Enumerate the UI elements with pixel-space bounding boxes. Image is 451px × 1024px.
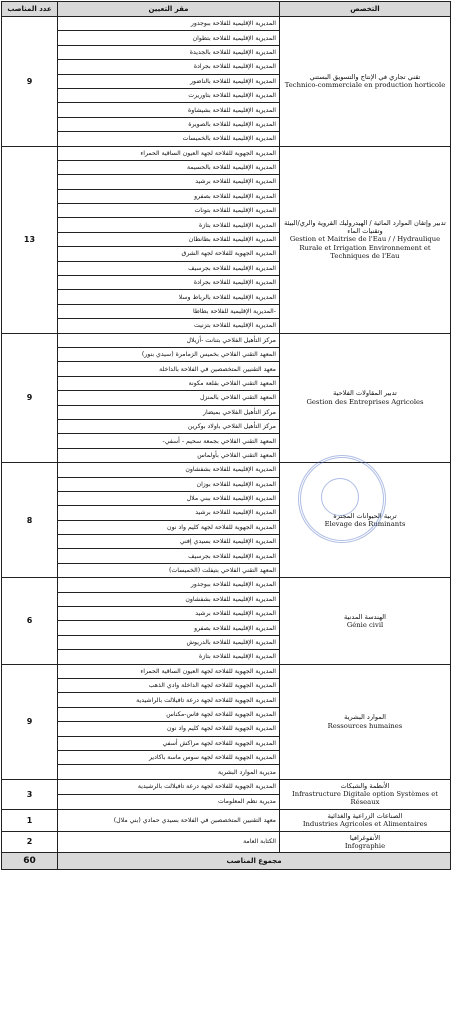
- table-row: [2, 146, 451, 160]
- spec-header: التخصص: [280, 2, 451, 17]
- assignment-seat: المديرية الإقليمية للفلاحة بتونات: [58, 204, 280, 218]
- specialty-french: Gestion et Maitrise de l'Eau / / Hydraulique Rurale et Irrigation Environnement et Techniques de l'Eau: [289, 235, 441, 261]
- specialty-french: Ressources humaines: [327, 721, 403, 730]
- specialty-arabic: الأنفوغرافيا: [349, 833, 381, 842]
- table-header-row: [2, 2, 451, 17]
- assignment-seat: -المديرية الإقليمية للفلاحة بطاطا: [58, 304, 280, 318]
- specialty-arabic: الصناعات الزراعية والغذائية: [327, 811, 403, 820]
- assignment-seat: المديرية الجهوية للفلاحة لجهة درعة تافيلالت بالراشيدية: [58, 693, 280, 707]
- assignment-seat: المعهد التقني الفلاحي بتيفلت (الخميسات): [58, 563, 280, 577]
- assignment-seat: المديرية الإقليمية للفلاحة برشيد: [58, 175, 280, 189]
- assignment-seat: المديرية الإقليمية للفلاحة بجرادة: [58, 60, 280, 74]
- position-count: 3: [2, 779, 58, 809]
- specialty-french: Industries Agricoles et Alimentaires: [302, 820, 428, 829]
- official-stamp: [298, 455, 386, 543]
- assignment-seat: المديرية الإقليمية للفلاحة بتزنيت: [58, 319, 280, 333]
- assignment-seat: المديرية الإقليمية للفلاحة بصفرو: [58, 621, 280, 635]
- specialty-cell: [280, 146, 451, 333]
- assignment-seat: المديرية الجهوية للفلاحة لجهة العيون الساقية الحمراء: [58, 146, 280, 160]
- assignment-seat: الكتابة العامة: [58, 831, 280, 853]
- position-count: 1: [2, 809, 58, 831]
- total-label: مجموع المناصب: [58, 853, 451, 870]
- count-header: عدد المناصب: [2, 2, 58, 17]
- position-count: 2: [2, 831, 58, 853]
- specialty-arabic: الهندسة المدنية: [344, 612, 386, 621]
- position-count: 13: [2, 146, 58, 333]
- specialty-cell: [280, 809, 451, 831]
- assignment-seat: المديرية الإقليمية للفلاحة بجرسيف: [58, 549, 280, 563]
- assignment-seat: مركز التأهيل الفلاحي باولاد بوكرين: [58, 419, 280, 433]
- specialty-cell: [280, 664, 451, 779]
- assignment-seat: المديرية الإقليمية للفلاحة بالخميسات: [58, 132, 280, 146]
- total-row: [2, 853, 451, 870]
- assignment-seat: المديرية الإقليمية للفلاحة ببوجدور: [58, 17, 280, 31]
- assignment-seat: المديرية الإقليمية للفلاحة ببوجدور: [58, 578, 280, 592]
- specialty-french: Infrastructure Digitale option Systèmes et Réseaux: [292, 789, 438, 807]
- table-body: [2, 17, 451, 870]
- assignment-seat: مديرية الموارد البشرية: [58, 765, 280, 779]
- assignment-seat: المديرية الإقليمية للفلاحة بتازة: [58, 650, 280, 664]
- specialty-french: Génie civil: [346, 620, 384, 629]
- specialty-arabic: الأنظمة والشبكات: [340, 781, 390, 790]
- position-count: 9: [2, 17, 58, 147]
- assignment-seat: المديرية الجهوية للفلاحة لجهة كليم واد نون: [58, 520, 280, 534]
- assignment-seat: المديرية الجهوية للفلاحة لجهة فاس-مكناس: [58, 707, 280, 721]
- specialty-cell: [280, 17, 451, 147]
- specialty-french: Elevage des Ruminants: [324, 520, 406, 529]
- assignment-seat: المعهد التقني الفلاحي بالمنزل: [58, 391, 280, 405]
- specialty-arabic: تدبير المقاولات الفلاحية: [333, 389, 397, 398]
- assignment-seat: المديرية الإقليمية للفلاحة بالرباط وسلا: [58, 290, 280, 304]
- specialty-arabic: تقني تجاري في الإنتاج والتسويق البستني: [309, 72, 421, 81]
- assignment-seat: المديرية الإقليمية للفلاحة بالناضور: [58, 74, 280, 88]
- assignment-seat: المديرية الإقليمية للفلاحة بصفرو: [58, 189, 280, 203]
- assignment-seat: المديرية الإقليمية للفلاحة بشفشاون: [58, 463, 280, 477]
- assignment-seat: المديرية الجهوية للفلاحة لجهة كليم واد نون: [58, 722, 280, 736]
- assignment-seat: المديرية الجهوية للفلاحة لجهة درعة تافيلالت بالرشيدية: [58, 779, 280, 794]
- assignment-seat: المعهد التقني الفلاحي بخميس الزمامرة (سيدي بنور): [58, 347, 280, 361]
- assignment-seat: المديرية الإقليمية للفلاحة ببني ملال: [58, 491, 280, 505]
- position-count: 6: [2, 578, 58, 664]
- assignment-seat: المديرية الإقليمية للفلاحة بشفشاون: [58, 592, 280, 606]
- assignment-seat: المديرية الإقليمية للفلاحة بالجديدة: [58, 45, 280, 59]
- specialty-cell: [280, 333, 451, 463]
- table-row: [2, 831, 451, 853]
- assignment-seat: المديرية الإقليمية للفلاحة بشيشاوة: [58, 103, 280, 117]
- specialty-cell: [280, 831, 451, 853]
- assignment-seat: مركز التأهيل الفلاحي بتنانت -أزيلال: [58, 333, 280, 347]
- specialty-french: Gestion des Entreprises Agricoles: [306, 397, 424, 406]
- assignment-seat: المديرية الإقليمية للفلاحة بوزان: [58, 477, 280, 491]
- assignment-seat: المديرية الإقليمية للفلاحة برشيد: [58, 506, 280, 520]
- assignment-seat: مركز التأهيل الفلاحي بميضار: [58, 405, 280, 419]
- assignment-seat: المديرية الإقليمية للفلاحة بالدريوش: [58, 635, 280, 649]
- assignment-seat: المديرية الإقليمية للفلاحة بتاوريرت: [58, 88, 280, 102]
- table-row: [2, 664, 451, 678]
- assignment-seat: المعهد التقني الفلاحي بأولماس: [58, 448, 280, 462]
- assignment-seat: المديرية الإقليمية للفلاحة بجرادة: [58, 276, 280, 290]
- seat-header: مقر التعيين: [58, 2, 280, 17]
- specialty-arabic: تربية الحيوانات المجترة: [333, 511, 397, 520]
- assignment-seat: المديرية الإقليمية للفلاحة بالحسيمة: [58, 160, 280, 174]
- position-count: 9: [2, 333, 58, 463]
- specialty-french: Technico-commerciale en production horticole: [284, 81, 446, 90]
- assignment-seat: المديرية الجهوية للفلاحة لجهة العيون الساقية الحمراء: [58, 664, 280, 678]
- specialty-french: Infographie: [344, 841, 386, 850]
- assignment-seat: المعهد التقني الفلاحي بقلعة مكونة: [58, 376, 280, 390]
- specialty-arabic: تدبير وإتقان الموارد المائية / الهيدروليك القروية والري/البيئة وتقنيات الماء: [284, 218, 446, 235]
- assignment-seat: المديرية الإقليمية للفلاحة بتطوان: [58, 31, 280, 45]
- assignment-seat: المعهد التقني الفلاحي بجمعة سحيم - أسفي-: [58, 434, 280, 448]
- assignment-seat: معهد التقنيين المتخصصين في الفلاحة بالداخلة: [58, 362, 280, 376]
- assignment-seat: المديرية الجهوية للفلاحة لجهة الداخلة وادي الذهب: [58, 678, 280, 692]
- table-row: [2, 333, 451, 347]
- assignment-seat: المديرية الجهوية للفلاحة لجهة مراكش أسفي: [58, 736, 280, 750]
- specialty-cell: [280, 578, 451, 664]
- specialty-arabic: الموارد البشرية: [344, 713, 386, 722]
- specialty-cell: [280, 779, 451, 809]
- assignment-seat: المديرية الإقليمية للفلاحة بجرسيف: [58, 261, 280, 275]
- assignment-seat: معهد التقنيين المتخصصين في الفلاحة بسيدي حمادي (بني ملال): [58, 809, 280, 831]
- position-count: 9: [2, 664, 58, 779]
- assignment-seat: المديرية الإقليمية للفلاحة بالصويرة: [58, 117, 280, 131]
- table-row: [2, 578, 451, 592]
- table-row: [2, 463, 451, 477]
- assignment-seat: المديرية الإقليمية للفلاحة بسيدي إفني: [58, 535, 280, 549]
- total-count: 60: [2, 853, 58, 870]
- assignment-seat: المديرية الإقليمية للفلاحة بطانطان: [58, 232, 280, 246]
- assignment-seat: مديرية نظم المعلومات: [58, 794, 280, 809]
- position-count: 8: [2, 463, 58, 578]
- assignment-seat: المديرية الجهوية للفلاحة لجهة سوس ماسة باكادير: [58, 750, 280, 764]
- assignment-seat: المديرية الإقليمية للفلاحة بتازة: [58, 218, 280, 232]
- table-row: [2, 809, 451, 831]
- positions-table: [1, 1, 451, 870]
- table-row: [2, 779, 451, 794]
- table-row: [2, 17, 451, 31]
- assignment-seat: المديرية الإقليمية للفلاحة برشيد: [58, 607, 280, 621]
- assignment-seat: المديرية الجهوية للفلاحة لجهة الشرق: [58, 247, 280, 261]
